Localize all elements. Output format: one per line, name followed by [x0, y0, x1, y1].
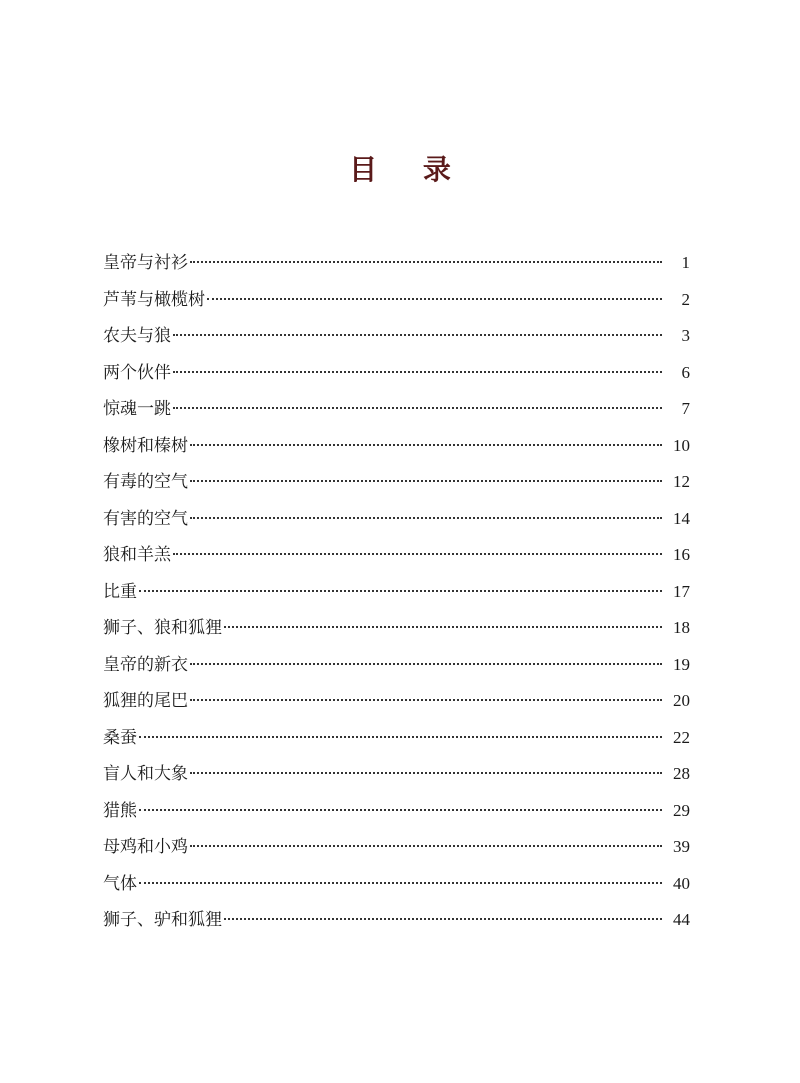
- toc-entry-title: 狐狸的尾巴: [103, 691, 188, 711]
- toc-entry[interactable]: [103, 501, 690, 538]
- toc-leader-dots: [139, 736, 662, 738]
- toc-entry-title: 芦苇与橄榄树: [103, 289, 205, 310]
- toc-page-number: 19: [673, 654, 690, 674]
- toc-page-number: 40: [673, 873, 690, 893]
- toc-page-number: 20: [673, 691, 690, 710]
- toc-page-number: 12: [673, 472, 690, 491]
- toc-leader-dots: [224, 918, 662, 920]
- toc-leader-dots: [190, 663, 662, 665]
- toc-entry-title: 皇帝与衬衫: [103, 253, 188, 273]
- toc-page-number: 7: [681, 399, 690, 418]
- toc-entry-title: 农夫与狼: [103, 326, 171, 346]
- toc-entry[interactable]: [103, 610, 690, 647]
- toc-leader-dots: [190, 845, 662, 847]
- toc-entry[interactable]: [103, 793, 690, 830]
- toc-entry-title: 狼和羊羔: [103, 545, 171, 565]
- toc-list: [103, 245, 690, 939]
- toc-entry[interactable]: [103, 683, 690, 720]
- toc-entry[interactable]: [103, 829, 690, 866]
- toc-page-number: 44: [673, 910, 690, 929]
- toc-leader-dots: [190, 480, 662, 482]
- toc-entry-title: 有害的空气: [103, 508, 188, 529]
- toc-entry[interactable]: [103, 464, 690, 501]
- toc-page-number: 3: [681, 326, 690, 345]
- toc-entry-title: 比重: [103, 581, 137, 602]
- toc-entry[interactable]: [103, 537, 690, 574]
- toc-entry[interactable]: [103, 647, 690, 684]
- toc-entry-title: 橡树和榛树: [103, 435, 188, 456]
- toc-leader-dots: [173, 334, 662, 336]
- toc-leader-dots: [139, 590, 662, 592]
- toc-entry[interactable]: [103, 391, 690, 428]
- page-title: 目 录: [349, 153, 469, 186]
- toc-leader-dots: [139, 809, 662, 811]
- toc-page-number: 6: [681, 362, 690, 382]
- toc-page-number: 16: [673, 545, 690, 564]
- toc-entry[interactable]: [103, 318, 690, 355]
- toc-entry-title: 桑蚕: [103, 727, 137, 748]
- toc-entry[interactable]: [103, 428, 690, 465]
- toc-page-number: 1: [681, 253, 690, 272]
- toc-leader-dots: [190, 517, 662, 519]
- toc-leader-dots: [224, 626, 662, 628]
- toc-entry[interactable]: [103, 245, 690, 282]
- toc-page-number: 28: [673, 764, 690, 783]
- toc-entry[interactable]: [103, 720, 690, 757]
- toc-page-number: 18: [673, 618, 690, 637]
- toc-page-number: 2: [681, 289, 690, 309]
- toc-entry[interactable]: [103, 574, 690, 611]
- toc-leader-dots: [173, 371, 662, 373]
- toc-entry-title: 皇帝的新衣: [103, 654, 188, 675]
- toc-leader-dots: [190, 772, 662, 774]
- toc-entry-title: 母鸡和小鸡: [103, 837, 188, 857]
- toc-entry[interactable]: [103, 866, 690, 903]
- toc-entry-title: 气体: [103, 873, 137, 894]
- toc-entry-title: 惊魂一跳: [103, 399, 171, 419]
- toc-leader-dots: [207, 298, 662, 300]
- toc-entry[interactable]: [103, 355, 690, 392]
- toc-entry-title: 有毒的空气: [103, 472, 188, 492]
- toc-page-number: 22: [673, 727, 690, 747]
- toc-entry[interactable]: [103, 756, 690, 793]
- toc-entry-title: 猎熊: [103, 800, 137, 821]
- toc-page-number: 17: [673, 581, 690, 601]
- toc-entry-title: 盲人和大象: [103, 764, 188, 784]
- toc-leader-dots: [139, 882, 662, 884]
- toc-entry-title: 狮子、狼和狐狸: [103, 618, 222, 638]
- toc-leader-dots: [190, 444, 662, 446]
- toc-entry-title: 两个伙伴: [103, 362, 171, 383]
- toc-page-number: 29: [673, 800, 690, 820]
- toc-leader-dots: [173, 553, 662, 555]
- toc-entry[interactable]: [103, 282, 690, 319]
- toc-leader-dots: [190, 699, 662, 701]
- toc-leader-dots: [173, 407, 662, 409]
- toc-entry-title: 狮子、驴和狐狸: [103, 910, 222, 930]
- toc-leader-dots: [190, 261, 662, 263]
- toc-page-number: 10: [673, 435, 690, 455]
- toc-page-number: 39: [673, 837, 690, 856]
- toc-page-number: 14: [673, 508, 690, 528]
- toc-entry[interactable]: [103, 902, 690, 939]
